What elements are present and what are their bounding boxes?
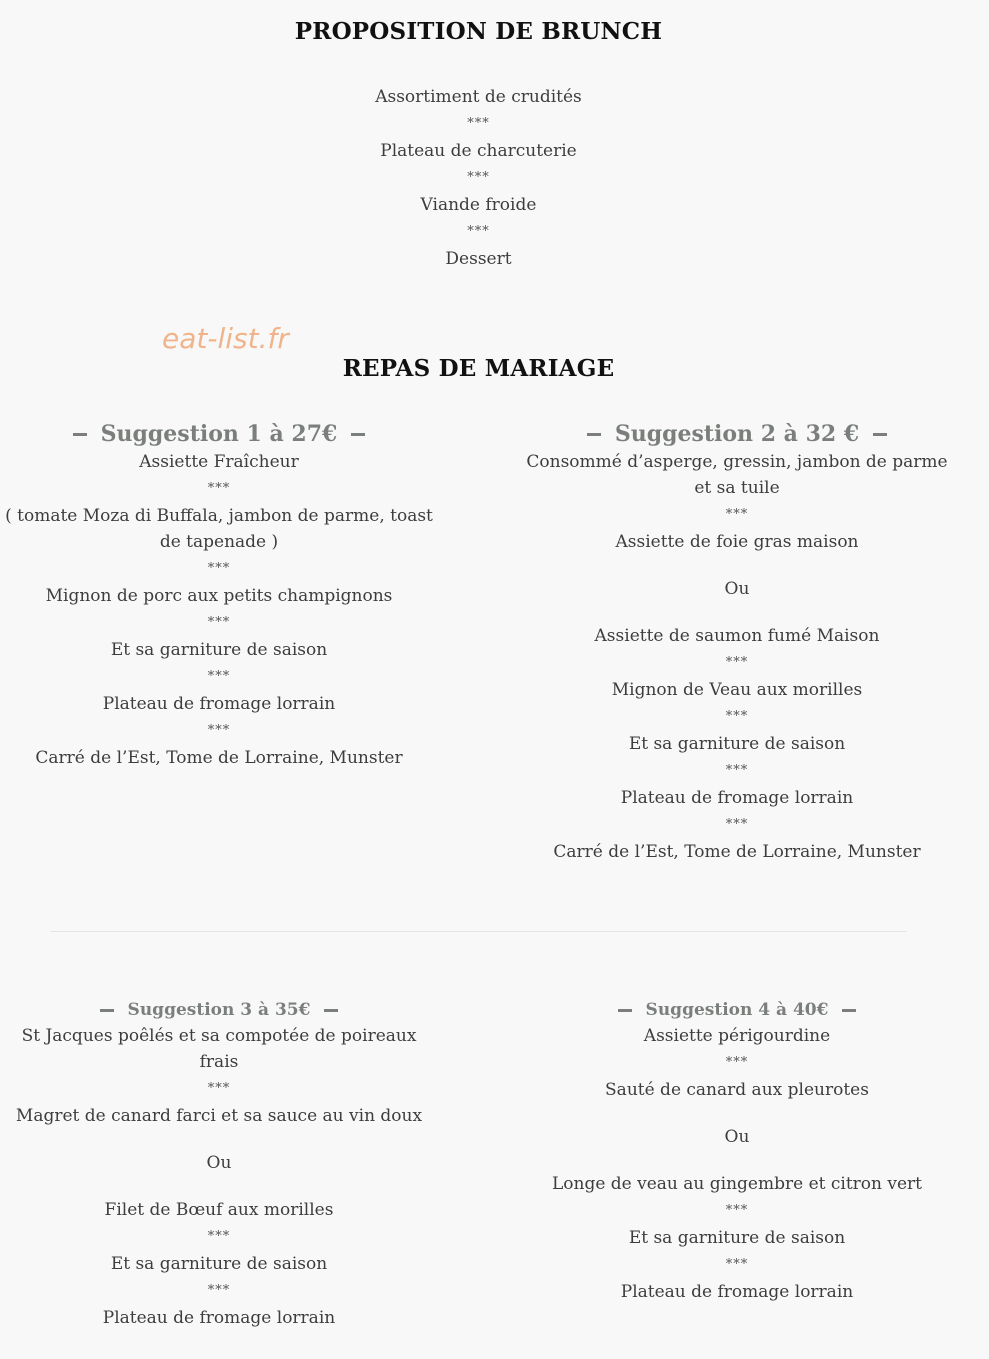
menu-item: Assiette périgourdine bbox=[643, 1026, 831, 1046]
separator: *** bbox=[467, 170, 490, 185]
separator: *** bbox=[725, 1257, 749, 1272]
separator: *** bbox=[207, 561, 231, 576]
menu-item: Consommé d’asperge, gressin, jambon de parme et sa tuile bbox=[526, 452, 948, 498]
spacer bbox=[517, 1103, 957, 1124]
menu-item: Viande froide bbox=[420, 195, 537, 215]
menu-item: Et sa garniture de saison bbox=[628, 1228, 846, 1248]
suggestion-3-menu-list bbox=[0, 1023, 438, 1331]
menu-item: Filet de Bœuf aux morilles bbox=[104, 1200, 334, 1220]
menu-item: Plateau de fromage lorrain bbox=[620, 788, 854, 808]
menu-item: Ou bbox=[724, 579, 750, 599]
menu-item: Mignon de Veau aux morilles bbox=[611, 680, 863, 700]
separator: *** bbox=[207, 669, 231, 684]
menu-item: Plateau de fromage lorrain bbox=[102, 1308, 336, 1328]
separator: *** bbox=[725, 1055, 749, 1070]
menu-item: Assortiment de crudités bbox=[375, 87, 582, 107]
menu-item: Plateau de fromage lorrain bbox=[102, 694, 336, 714]
brunch-menu-list bbox=[0, 84, 957, 272]
spacer bbox=[517, 555, 957, 576]
separator: *** bbox=[207, 481, 231, 496]
suggestion-4-menu-list bbox=[517, 1023, 957, 1305]
separator: *** bbox=[207, 723, 231, 738]
menu-item: Sauté de canard aux pleurotes bbox=[605, 1080, 869, 1100]
spacer bbox=[517, 1150, 957, 1171]
suggestion-2-heading-text: Suggestion 2 à 32 € bbox=[614, 421, 860, 447]
separator: *** bbox=[207, 615, 231, 630]
suggestion-4-heading-text: Suggestion 4 à 40€ bbox=[645, 1000, 829, 1020]
watermark-logo: eat-list.fr bbox=[162, 322, 289, 355]
suggestion-1-heading bbox=[0, 419, 438, 449]
suggestion-4-heading bbox=[517, 997, 957, 1023]
separator: *** bbox=[207, 1283, 231, 1298]
section-divider bbox=[50, 931, 906, 932]
spacer bbox=[0, 1129, 438, 1150]
dash-right-icon bbox=[324, 1009, 338, 1012]
suggestion-2-heading bbox=[517, 419, 957, 449]
menu-item: Longe de veau au gingembre et citron vert bbox=[551, 1174, 923, 1194]
separator: *** bbox=[467, 116, 490, 131]
brunch-title: PROPOSITION DE BRUNCH bbox=[294, 18, 663, 45]
menu-item: Assiette Fraîcheur bbox=[139, 452, 299, 472]
spacer bbox=[517, 602, 957, 623]
dash-left-icon bbox=[618, 1009, 632, 1012]
menu-item: Assiette de saumon fumé Maison bbox=[594, 626, 880, 646]
dash-right-icon bbox=[873, 433, 887, 436]
menu-item: Et sa garniture de saison bbox=[628, 734, 846, 754]
menu-item: Assiette de foie gras maison bbox=[615, 532, 859, 552]
suggestion-3-heading bbox=[0, 997, 438, 1023]
spacer bbox=[0, 1176, 438, 1197]
suggestion-1-menu-list bbox=[0, 449, 438, 771]
menu-item: Plateau de fromage lorrain bbox=[620, 1282, 854, 1302]
menu-item: Ou bbox=[724, 1127, 750, 1147]
separator: *** bbox=[725, 709, 749, 724]
menu-item: Carré de l’Est, Tome de Lorraine, Munster bbox=[553, 842, 921, 862]
menu-item: Et sa garniture de saison bbox=[110, 640, 328, 660]
menu-item: Plateau de charcuterie bbox=[380, 141, 577, 161]
suggestion-2 bbox=[517, 419, 957, 865]
menu-item: Et sa garniture de saison bbox=[110, 1254, 328, 1274]
separator: *** bbox=[207, 1229, 231, 1244]
suggestion-4 bbox=[517, 997, 957, 1305]
suggestion-3 bbox=[0, 997, 438, 1331]
separator: *** bbox=[725, 817, 749, 832]
separator: *** bbox=[467, 224, 490, 239]
separator: *** bbox=[725, 655, 749, 670]
suggestion-3-heading-text: Suggestion 3 à 35€ bbox=[127, 1000, 311, 1020]
dash-left-icon bbox=[587, 433, 601, 436]
menu-item: Dessert bbox=[445, 249, 512, 269]
dash-right-icon bbox=[842, 1009, 856, 1012]
suggestion-2-menu-list bbox=[517, 449, 957, 865]
separator: *** bbox=[207, 1081, 231, 1096]
wedding-title: REPAS DE MARIAGE bbox=[342, 355, 615, 382]
separator: *** bbox=[725, 1203, 749, 1218]
menu-item: Carré de l’Est, Tome de Lorraine, Munster bbox=[35, 748, 403, 768]
menu-item: ( tomate Moza di Buffala, jambon de parme, toast de tapenade ) bbox=[5, 506, 433, 552]
dash-left-icon bbox=[100, 1009, 114, 1012]
menu-item: St Jacques poêlés et sa compotée de poireaux frais bbox=[21, 1026, 417, 1072]
dash-right-icon bbox=[351, 433, 365, 436]
separator: *** bbox=[725, 763, 749, 778]
menu-item: Magret de canard farci et sa sauce au vin doux bbox=[15, 1106, 423, 1126]
suggestion-1 bbox=[0, 419, 438, 771]
menu-item: Ou bbox=[206, 1153, 232, 1173]
separator: *** bbox=[725, 507, 749, 522]
menu-item: Mignon de porc aux petits champignons bbox=[45, 586, 393, 606]
dash-left-icon bbox=[73, 433, 87, 436]
suggestion-1-heading-text: Suggestion 1 à 27€ bbox=[100, 421, 338, 447]
